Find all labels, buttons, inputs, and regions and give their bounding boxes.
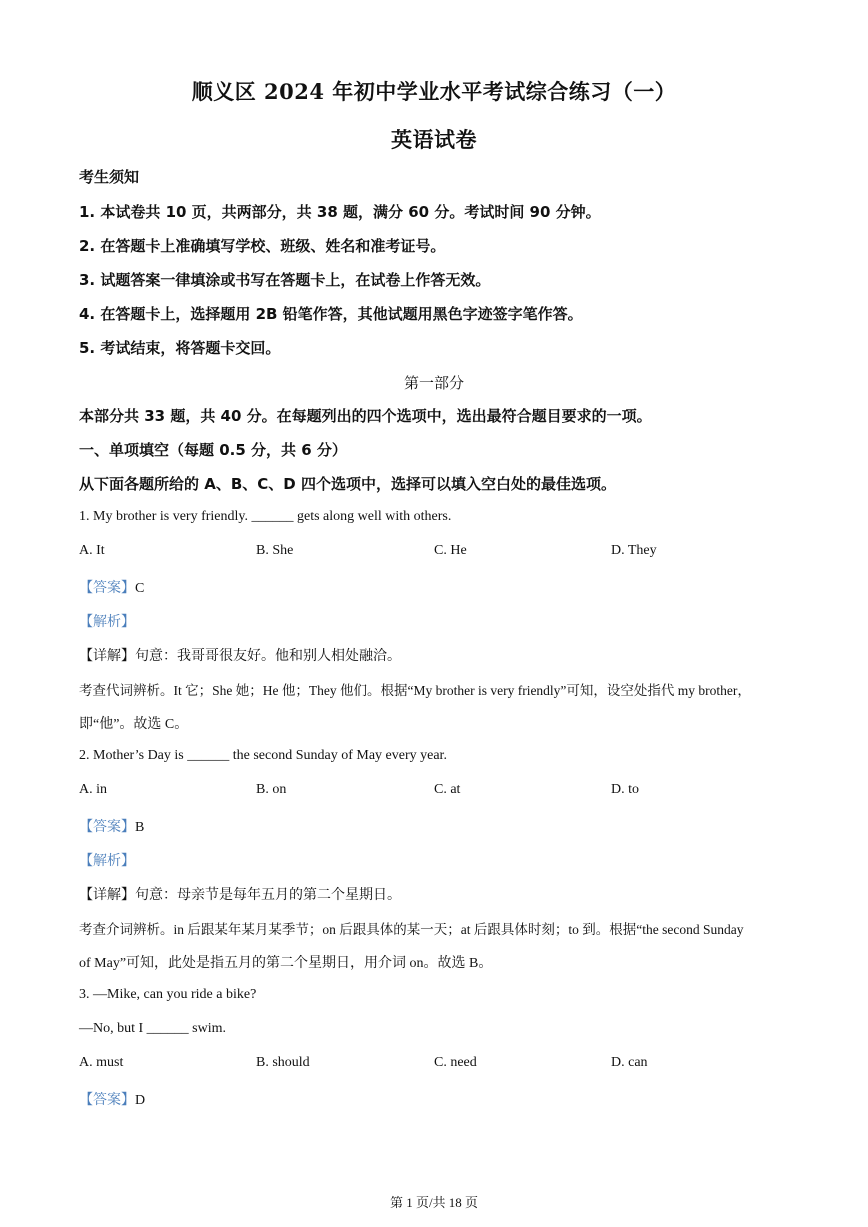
answer-tag: 【答案】: [79, 1093, 135, 1108]
answer-line: [79, 577, 144, 597]
question-stem: 2. Mother’s Day is ______ the second Sunday of May every year.: [79, 748, 447, 763]
answer-value: C: [135, 581, 145, 596]
detail-line: [79, 645, 401, 665]
answer-line: [79, 1089, 145, 1109]
part-intro: 本部分共 33 题，共 40 分。在每题列出的四个选项中，选出最符合题目要求的一项。: [79, 407, 652, 425]
notice-item: 5. 考试结束，将答题卡交回。: [79, 339, 281, 357]
explanation-line: 考查代词辨析。It 它；She 她；He 他；They 他们。根据“My brother is very friendly”可知，设空处指代 my brother，: [79, 683, 751, 698]
answer-line: [79, 816, 144, 836]
answer-tag: 【答案】: [79, 581, 135, 596]
option-b: B. should: [256, 1055, 310, 1070]
option-a: A. in: [79, 782, 107, 797]
detail-text: 句意：我哥哥很友好。他和别人相处融洽。: [135, 649, 401, 664]
notice-item: 3. 试题答案一律填涂或书写在答题卡上，在试卷上作答无效。: [79, 271, 491, 289]
answer-value: D: [135, 1093, 146, 1108]
notice-heading: 考生须知: [79, 168, 140, 186]
question-stem: 1. My brother is very friendly. ______ gets along well with others.: [79, 509, 452, 524]
answer-tag: 【答案】: [79, 820, 135, 835]
option-c: C. He: [434, 543, 467, 558]
section-title: 一、单项填空（每题 0.5 分，共 6 分）: [79, 441, 347, 459]
detail-line: [79, 884, 401, 904]
option-d: D. can: [611, 1055, 648, 1070]
section-instruction: 从下面各题所给的 A、B、C、D 四个选项中，选择可以填入空白处的最佳选项。: [79, 475, 616, 493]
analysis-tag: 【解析】: [79, 854, 135, 869]
notice-item: 4. 在答题卡上，选择题用 2B 铅笔作答，其他试题用黑色字迹签字笔作答。: [79, 305, 583, 323]
option-a: A. It: [79, 543, 105, 558]
option-c: C. at: [434, 782, 461, 797]
notice-item: 1. 本试卷共 10 页，共两部分，共 38 题，满分 60 分。考试时间 90 分钟。: [79, 203, 601, 221]
page-title: 顺义区 2024 年初中学业水平考试综合练习（一）: [191, 79, 677, 104]
detail-tag: 【详解】: [79, 649, 135, 664]
answer-value: B: [135, 820, 145, 835]
question-stem-reply: —No, but I ______ swim.: [79, 1021, 226, 1036]
option-b: B. on: [256, 782, 287, 797]
question-stem: 3. —Mike, can you ride a bike?: [79, 987, 257, 1002]
option-a: A. must: [79, 1055, 124, 1070]
option-b: B. She: [256, 543, 294, 558]
page-subtitle: 英语试卷: [391, 127, 477, 152]
detail-text: 句意：母亲节是每年五月的第二个星期日。: [135, 888, 401, 903]
option-d: D. to: [611, 782, 639, 797]
detail-tag: 【详解】: [79, 888, 135, 903]
page-footer: 第 1 页/共 18 页: [389, 1195, 479, 1210]
explanation-line: of May”可知，此处是指五月的第二个星期日，用介词 on。故选 B。: [79, 956, 493, 971]
option-d: D. They: [611, 543, 657, 558]
analysis-tag: 【解析】: [79, 615, 135, 630]
notice-item: 2. 在答题卡上准确填写学校、班级、姓名和准考证号。: [79, 237, 446, 255]
explanation-line: 即“他”。故选 C。: [79, 717, 189, 732]
option-c: C. need: [434, 1055, 477, 1070]
explanation-line: 考查介词辨析。in 后跟某年某月某季节；on 后跟具体的某一天；at 后跟具体时刻；to 到。根据“the second Sunday: [79, 922, 744, 937]
part-heading: 第一部分: [403, 376, 464, 392]
